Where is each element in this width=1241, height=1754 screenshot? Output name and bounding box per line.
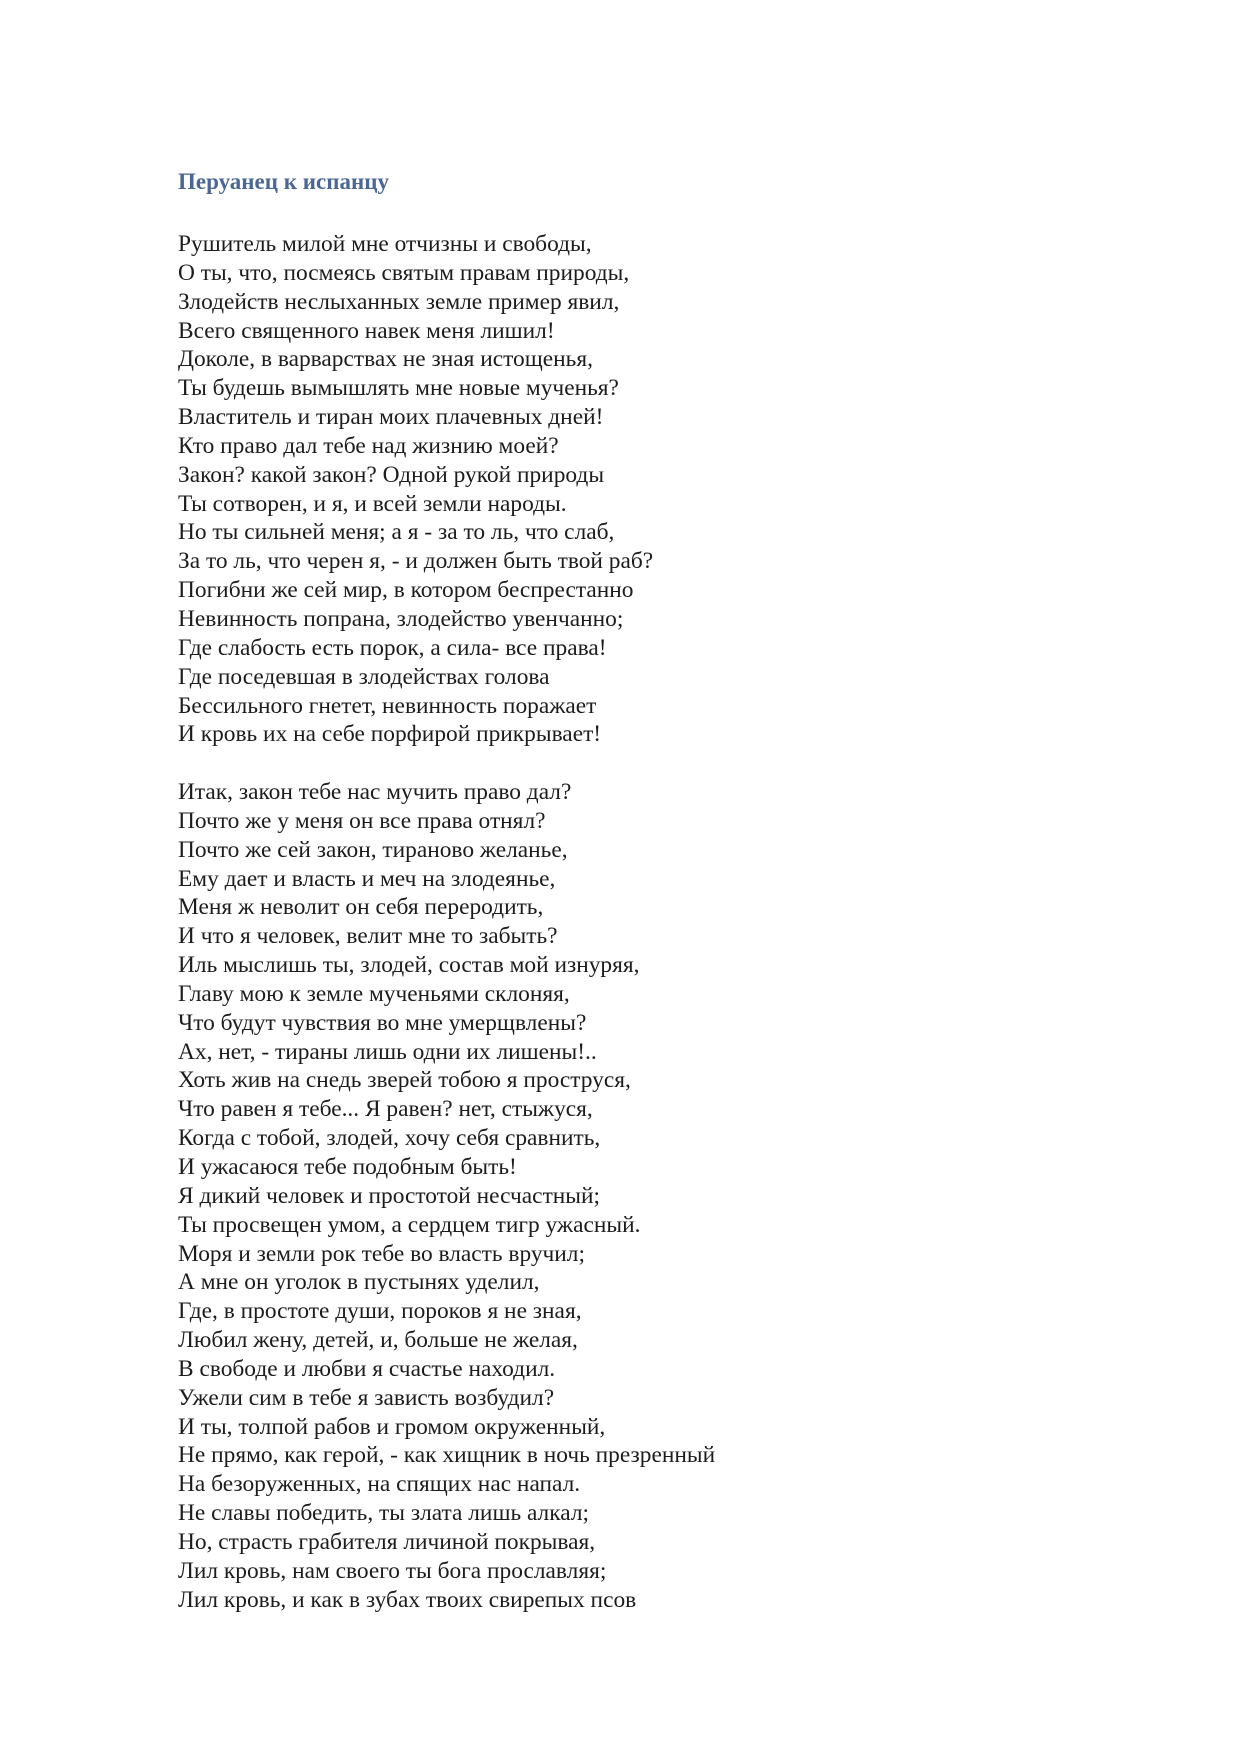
poem-line: Что будут чувствия во мне умерщвлены? <box>178 1009 587 1036</box>
stanza-1 <box>178 230 653 749</box>
poem-line: Ты сотворен, и я, и всей земли народы. <box>178 490 567 517</box>
poem-line: Где поседевшая в злодействах голова <box>178 663 550 690</box>
poem-line: Но ты сильней меня; а я - за то ль, что слаб, <box>178 519 615 546</box>
poem-line: Но, страсть грабителя личиной покрывая, <box>178 1528 596 1555</box>
poem-line: Всего священного навек меня лишил! <box>178 317 555 344</box>
poem-line: Кто право дал тебе над жизнию моей? <box>178 432 559 459</box>
poem-line: И ты, толпой рабов и громом окруженный, <box>178 1413 606 1440</box>
poem-line: Где слабость есть порок, а сила- все права! <box>178 634 607 661</box>
poem-line: Почто же сей закон, тираново желанье, <box>178 836 568 863</box>
poem-line: Ах, нет, - тираны лишь одни их лишены!.. <box>178 1038 597 1065</box>
poem-line: Невинность попрана, злодейство увенчанно; <box>178 605 624 632</box>
poem-line: Рушитель милой мне отчизны и свободы, <box>178 231 592 257</box>
poem-line: Ты будешь вымышлять мне новые мученья? <box>178 375 619 402</box>
poem-line: И что я человек, велит мне то забыть? <box>178 923 558 950</box>
poem-title: Перуанец к испанцу <box>178 169 389 194</box>
poem-line: Когда с тобой, злодей, хочу себя сравнить, <box>178 1125 601 1152</box>
poem-line: На безоруженных, на спящих нас напал. <box>178 1471 581 1498</box>
poem-line: Бессильного гнетет, невинность поражает <box>178 692 597 719</box>
poem-line: Не прямо, как герой, - как хищник в ночь презренный <box>178 1442 716 1469</box>
poem-line: Иль мыслишь ты, злодей, состав мой изнуряя, <box>178 952 640 979</box>
poem-line: Главу мою к земле мученьями склоняя, <box>178 980 570 1007</box>
poem-line: Что равен я тебе... Я равен? нет, стыжуся, <box>178 1096 593 1123</box>
poem-line: Ему дает и власть и меч на злодеянье, <box>178 865 556 892</box>
poem-line: Где, в простоте души, пороков я не зная, <box>178 1298 582 1325</box>
poem-line: Моря и земли рок тебе во власть вручил; <box>178 1240 585 1267</box>
poem-line: Лил кровь, нам своего ты бога прославляя; <box>178 1557 607 1584</box>
poem-line: Почто же у меня он все права отнял? <box>178 807 546 834</box>
poem-line: Меня ж неволит он себя переродить, <box>178 894 544 921</box>
poem-line: А мне он уголок в пустынях уделил, <box>178 1269 540 1296</box>
poem-line: Ты просвещен умом, а сердцем тигр ужасный. <box>178 1211 641 1238</box>
poem-line: Доколе, в варварствах не зная истощенья, <box>178 346 593 373</box>
poem-line: О ты, что, посмеясь святым правам природы, <box>178 259 630 286</box>
poem-line: Итак, закон тебе нас мучить право дал? <box>178 779 572 805</box>
poem-line: Не славы победить, ты злата лишь алкал; <box>178 1500 590 1527</box>
poem-line: Злодейств неслыханных земле пример явил, <box>178 288 620 315</box>
poem-line: Закон? какой закон? Одной рукой природы <box>178 461 605 488</box>
poem-line: Лил кровь, и как в зубах твоих свирепых псов <box>178 1586 637 1613</box>
poem-line: Погибни же сей мир, в котором беспрестанно <box>178 577 634 604</box>
poem-line: За то ль, что черен я, - и должен быть твой раб? <box>178 548 654 575</box>
poem-line: Властитель и тиран моих плачевных дней! <box>178 404 604 431</box>
stanza-2 <box>178 778 715 1614</box>
poem-line: Ужели сим в тебе я зависть возбудил? <box>178 1384 555 1411</box>
poem-line: Любил жену, детей, и, больше не желая, <box>178 1327 578 1354</box>
poem-line: И кровь их на себе порфирой прикрывает! <box>178 721 602 748</box>
poem-line: Хоть жив на снедь зверей тобою я проструся, <box>178 1067 631 1094</box>
poem-line: В свободе и любви я счастье находил. <box>178 1355 556 1382</box>
poem-line: Я дикий человек и простотой несчастный; <box>178 1182 601 1209</box>
poem-line: И ужасаюся тебе подобным быть! <box>178 1153 517 1180</box>
